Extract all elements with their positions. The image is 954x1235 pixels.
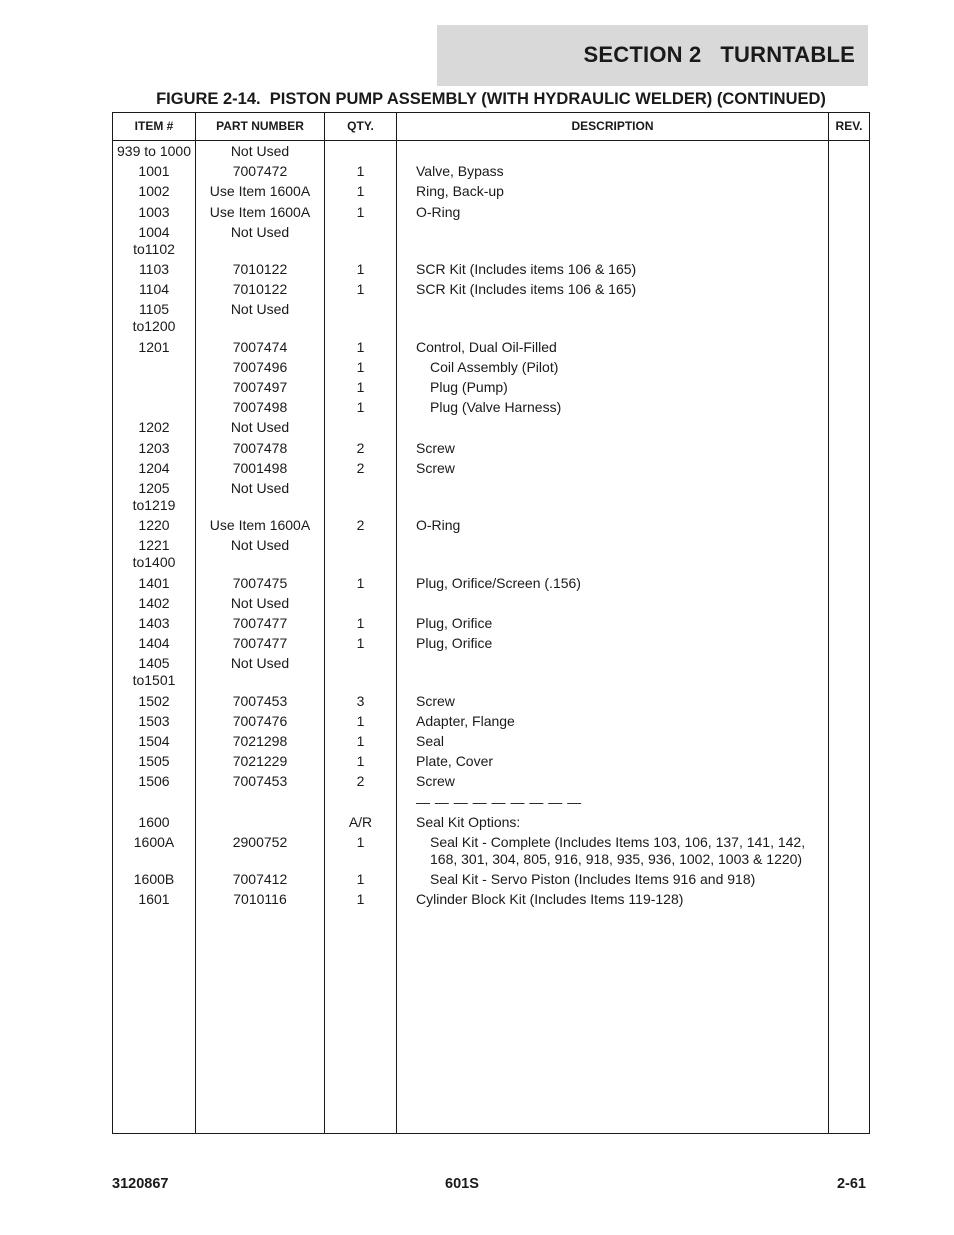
qty-cell: 3 <box>356 692 365 709</box>
description-cell: Screw <box>416 459 455 476</box>
part-number-cell: 7021298 <box>232 733 288 749</box>
description-cell: Plug, Orifice <box>416 615 493 631</box>
column-header-qty: QTY. <box>347 119 374 133</box>
description-cell: Screw <box>416 439 455 456</box>
part-number-cell: 7007478 <box>232 439 288 456</box>
part-number-cell: Not Used <box>230 594 290 611</box>
item-cell: 1205 to1219 <box>132 480 176 513</box>
description-cell: SCR Kit (Includes items 106 & 165) <box>416 281 637 298</box>
part-number-cell: 7007497 <box>232 379 288 395</box>
part-number-cell: 7010122 <box>232 261 288 277</box>
part-number-cell: 7007476 <box>232 712 288 729</box>
footer-doc-number: 3120867 <box>112 1176 169 1192</box>
description-cell: Plug, Orifice <box>416 635 493 652</box>
qty-cell: 1 <box>356 733 365 749</box>
qty-cell: 1 <box>356 281 365 298</box>
footer-model: 601S <box>445 1176 479 1192</box>
item-cell: 1404 <box>138 635 170 652</box>
item-cell: 1401 <box>138 574 170 591</box>
part-number-cell: 7010116 <box>233 891 287 908</box>
item-cell: 1221 to1400 <box>132 537 176 571</box>
description-cell: Plate, Cover <box>416 753 494 770</box>
description-cell: SCR Kit (Includes items 106 & 165) <box>416 261 637 277</box>
footer-page-number: 2-61 <box>836 1176 866 1192</box>
part-number-cell: Not Used <box>230 419 290 436</box>
part-number-cell: Not Used <box>230 223 290 240</box>
item-cell: 1505 <box>138 753 170 770</box>
item-cell: 939 to 1000 <box>117 143 191 159</box>
part-number-cell: 7007474 <box>232 338 288 355</box>
part-number-cell: Not Used <box>230 537 290 554</box>
part-number-cell: 7007477 <box>232 615 288 631</box>
description-cell: Cylinder Block Kit (Includes Items 119-128) <box>416 891 684 908</box>
description-cell: Adapter, Flange <box>416 712 515 729</box>
section-title: SECTION 2 TURNTABLE <box>583 42 855 67</box>
qty-cell: 1 <box>356 635 365 652</box>
part-number-cell: 7007496 <box>232 358 288 375</box>
item-cell: 1103 <box>138 261 170 277</box>
qty-cell: 1 <box>356 574 365 591</box>
part-number-cell: 7010122 <box>232 281 288 298</box>
item-cell: 1405 to1501 <box>132 655 176 689</box>
qty-cell: 1 <box>356 891 365 908</box>
qty-cell: 1 <box>356 871 365 888</box>
parts-table <box>112 112 870 1134</box>
item-cell: 1105 to1200 <box>132 301 176 335</box>
description-cell: Seal Kit Options: <box>416 813 521 830</box>
item-cell: 1504 <box>138 733 170 749</box>
item-cell: 1104 <box>138 281 170 298</box>
item-cell: 1403 <box>138 615 170 631</box>
qty-cell: 1 <box>356 379 365 395</box>
description-cell: Seal <box>416 733 445 749</box>
description-cell: Coil Assembly (Pilot) <box>430 358 559 375</box>
part-number-cell: 7007472 <box>232 163 288 180</box>
qty-cell: 2 <box>356 517 365 534</box>
column-header-rev: REV. <box>835 119 863 133</box>
description-cell: Seal Kit - Servo Piston (Includes Items 916 and 918) <box>430 871 756 888</box>
part-number-cell: 7001498 <box>232 459 288 476</box>
item-cell: 1506 <box>138 773 170 790</box>
qty-cell: 1 <box>356 261 365 277</box>
part-number-cell: Use Item 1600A <box>209 183 311 200</box>
item-cell: 1220 <box>138 517 170 534</box>
qty-cell: 1 <box>356 753 365 770</box>
column-header-item: ITEM # <box>134 119 174 133</box>
qty-cell: 1 <box>356 399 365 416</box>
item-cell: 1002 <box>138 183 170 200</box>
qty-cell: 1 <box>356 183 365 200</box>
item-cell: 1001 <box>138 163 170 180</box>
qty-cell: 1 <box>356 615 365 631</box>
column-divider <box>396 113 397 1133</box>
part-number-cell: Not Used <box>230 143 290 159</box>
part-number-cell: 2900752 <box>232 834 288 850</box>
header-divider <box>113 140 869 141</box>
description-cell: Valve, Bypass <box>416 163 504 180</box>
part-number-cell: Use Item 1600A <box>209 203 311 220</box>
qty-cell: 1 <box>356 834 365 850</box>
description-cell: Seal Kit - Complete (Includes Items 103, 106, 137, 141, 142, 168, 301, 304, 805, 916, 918, 935, 936, 1002, 1003 & 1220) <box>430 834 806 867</box>
item-cell: 1202 <box>138 419 170 436</box>
item-cell: 1004 to1102 <box>133 223 175 257</box>
description-cell: O-Ring <box>416 517 461 534</box>
description-cell: Plug (Valve Harness) <box>430 399 562 416</box>
section-header <box>437 25 868 86</box>
qty-cell: 2 <box>356 439 365 456</box>
figure-title: FIGURE 2-14. PISTON PUMP ASSEMBLY (WITH HYDRAULIC WELDER) (CONTINUED) <box>156 90 826 108</box>
part-number-cell: 7007498 <box>232 399 288 416</box>
description-cell: Screw <box>416 773 455 790</box>
description-cell: Ring, Back-up <box>416 183 504 200</box>
qty-cell: 2 <box>356 773 365 790</box>
qty-cell: 1 <box>356 338 365 355</box>
item-cell: 1203 <box>138 439 170 456</box>
qty-cell: 1 <box>356 203 365 220</box>
item-cell: 1600B <box>133 871 175 888</box>
qty-cell: 1 <box>356 163 365 180</box>
column-header-part-number: PART NUMBER <box>216 119 304 133</box>
qty-cell: 1 <box>356 712 365 729</box>
item-cell: 1600 <box>138 813 170 830</box>
description-cell: Plug, Orifice/Screen (.156) <box>416 574 581 591</box>
description-cell: O-Ring <box>416 203 461 220</box>
item-cell: 1201 <box>138 338 170 355</box>
item-cell: 1402 <box>138 594 170 611</box>
qty-cell: 1 <box>356 358 365 375</box>
item-cell: 1204 <box>138 459 170 476</box>
item-cell: 1601 <box>138 891 170 908</box>
item-cell: 1503 <box>138 712 170 729</box>
item-cell: 1600A <box>133 834 175 850</box>
qty-cell: 2 <box>356 459 365 476</box>
part-number-cell: 7007477 <box>232 635 288 652</box>
item-cell: 1502 <box>138 692 170 709</box>
part-number-cell: 7007453 <box>232 692 288 709</box>
part-number-cell: Not Used <box>230 480 290 496</box>
part-number-cell: 7007412 <box>232 871 288 888</box>
part-number-cell: Use Item 1600A <box>209 517 311 534</box>
qty-cell: A/R <box>348 813 373 830</box>
item-cell: 1003 <box>138 203 170 220</box>
description-cell: Plug (Pump) <box>430 379 508 395</box>
description-cell: Screw <box>416 692 455 709</box>
description-cell: Control, Dual Oil-Filled <box>416 338 557 355</box>
description-cell: — — — — — — — — — <box>416 793 582 810</box>
part-number-cell: Not Used <box>230 301 290 318</box>
part-number-cell: 7007475 <box>232 574 288 591</box>
column-divider <box>828 113 829 1133</box>
part-number-cell: Not Used <box>230 655 290 672</box>
part-number-cell: 7021229 <box>232 753 288 770</box>
column-header-description: DESCRIPTION <box>571 119 654 133</box>
part-number-cell: 7007453 <box>232 773 288 790</box>
